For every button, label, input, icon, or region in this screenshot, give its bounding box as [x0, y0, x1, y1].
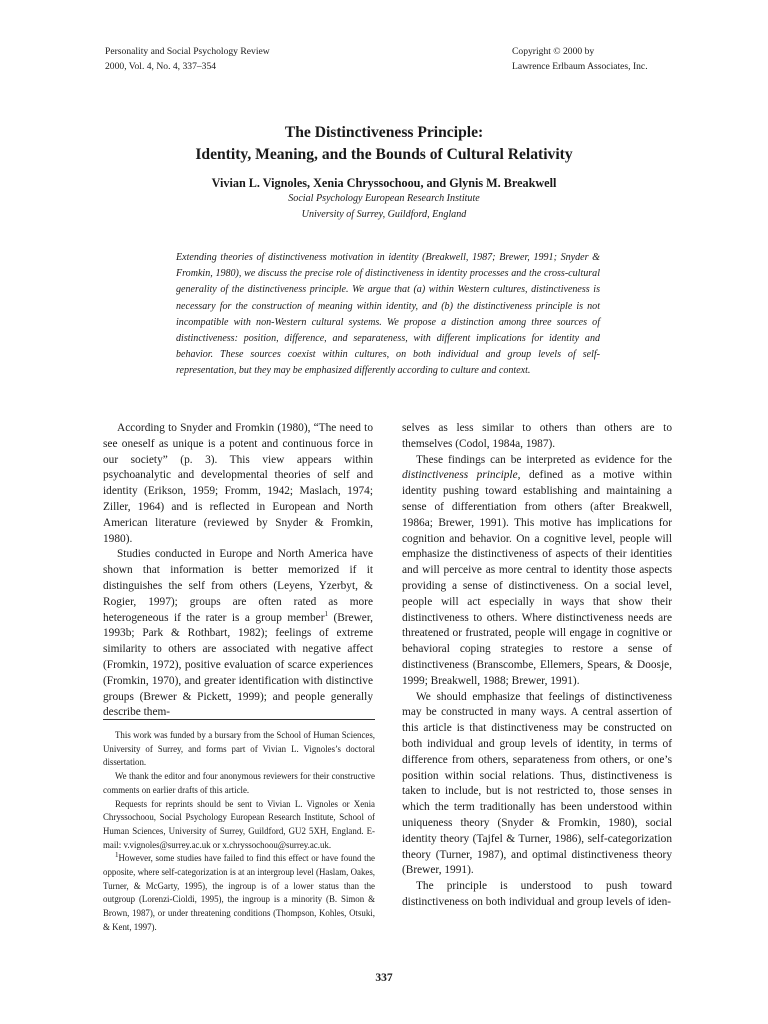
running-header-journal — [105, 44, 270, 74]
running-header-copyright — [512, 44, 648, 74]
author-list: Vivian L. Vignoles, Xenia Chryssochoou, and Glynis M. Breakwell — [211, 176, 557, 190]
paragraph: We should emphasize that feelings of distinctiveness may be constructed in many ways. A central assertion of this article is that distinctiveness may be constructed on both individual and group levels of identity, in terms of difference from others, separateness from others, or one’s position within social relations. Thus, distinctiveness is taken to include, but is not restricted to, those senses in which the term traditionally has been understood within uniqueness theory (Snyder & Fromkin, 1980), social identity theory (Tajfel & Turner, 1986), self-categorization theory (Turner, 1987), and optimal distinctiveness theory (Brewer, 1991). — [402, 690, 672, 877]
paragraph: The principle is understood to push toward distinctiveness on both individual and group levels of iden- — [402, 880, 672, 908]
affiliation-university: University of Surrey, Guildford, England — [301, 208, 467, 220]
paragraph: Studies conducted in Europe and North America have shown that information is better memorized if it distinguishes the self from others (Leyens, Yzerbyt, & Rogier, 1997); groups are often rated as more heterogeneous if the rater is a group member$^1$ (Brewer, 1993b; Park & Rothbart, 1982); feelings of extreme similarity to others are associated with negative affect (Fromkin, 1972), positive evaluation of scarce experiences (Fromkin, 1970), and greater identification with distinctive groups (Brewer & Pickett, 1999); and people generally describe them- — [103, 548, 373, 719]
footnote: $^1$However, some studies have failed to find this effect or have found the opposite, where self-categorization is at an intergroup level (Haslam, Oakes, Turner, & McGarty, 1995), the ingroup is of a lower status than the outgroup (Lorenzi-Cioldi, 1995), the ingroup is a minority (B. Simon & Brown, 1987), or under threatening conditions (Thompson, Kohles, Otsuki, & Kent, 1997). — [103, 851, 375, 932]
copyright-line: Copyright © 2000 by — [512, 46, 595, 57]
paragraph: According to Snyder and Fromkin (1980), “The need to see oneself as unique is a potent and continuous force in our society” (p. 3). This view appears within psychoanalytic and developmental theories of self and identity (Erikson, 1959; Fromm, 1942; Maslach, 1974; Ziller, 1964) and is reflected in European and North American literature (reviewed by Snyder & Fromkin, 1980). — [103, 422, 373, 545]
emphasized-term: distinctiveness principle, — [402, 469, 521, 482]
footnote-divider — [103, 719, 375, 720]
title-block — [0, 122, 768, 222]
article-title-line1: The Distinctiveness Principle: — [284, 124, 484, 141]
footnote-marker: 1 — [324, 609, 328, 618]
article-title-line2: Identity, Meaning, and the Bounds of Cultural Relativity — [195, 146, 573, 163]
publisher-line: Lawrence Erlbaum Associates, Inc. — [512, 61, 648, 72]
footnotes — [103, 729, 375, 935]
body-column-right — [402, 421, 672, 911]
body-column-left — [103, 421, 373, 721]
journal-name: Personality and Social Psychology Review — [105, 46, 270, 57]
journal-volume: 2000, Vol. 4, No. 4, 337–354 — [105, 61, 217, 72]
footnote: Requests for reprints should be sent to Vivian L. Vignoles or Xenia Chryssochoou, Social Psychology European Research Institute, School of Human Sciences, University of Surrey, Guildford, GU2 5XH, England. E-mail: v.vignoles@surrey.ac.uk or x.chryssochoou@surrey.ac.uk. — [103, 798, 375, 850]
abstract: Extending theories of distinctiveness motivation in identity (Breakwell, 1987; Brewer, 1991; Snyder & Fromkin, 1980), we discuss the precise role of distinctiveness in identity processes and the cross-cultural generality of the distinctiveness principle. We argue that (a) within Western cultures, distinctiveness is necessary for the construction of meaning within identity, and (b) the distinctiveness principle is not incompatible with non-Western cultural systems. We propose a distinction among three sources of distinctiveness: position, difference, and separateness, with different implications for identity and behavior. These sources coexist within cultures, on both individual and group levels of self-representation, but they may be emphasized differently according to culture and context. — [176, 252, 600, 377]
affiliation-institute: Social Psychology European Research Institute — [288, 193, 480, 204]
paragraph: These findings can be interpreted as evidence for the distinctiveness principle, defined as a motive within identity pushing toward establishing and maintaining a sense of differentiation from others (after Breakwell, 1986a; Brewer, 1991). This motive has implications for cognition and behavior. On a cognitive level, people will emphasize the distinctiveness of aspects of their identities and will perceive as more central to identity those aspects providing a sense of distinctiveness. On a social level, people will act especially in ways that show their distinctiveness to others. Where distinctiveness needs are threatened or frustrated, people will engage in cognitive or behavioral coping strategies to restore a sense of distinctiveness (Branscombe, Ellemers, Spears, & Doosje, 1999; Breakwell, 1988; Brewer, 1991). — [402, 453, 672, 687]
paragraph: selves as less similar to others than others are to themselves (Codol, 1984a, 1987). — [402, 422, 672, 450]
footnote: This work was funded by a bursary from the School of Human Sciences, University of Surrey, and forms part of Vivian L. Vignoles’s doctoral dissertation. — [103, 730, 375, 768]
page-number: 337 — [375, 972, 393, 984]
footnote: We thank the editor and four anonymous reviewers for their constructive comments on earlier drafts of this article. — [103, 771, 375, 795]
footnote-marker: 1 — [115, 851, 119, 860]
